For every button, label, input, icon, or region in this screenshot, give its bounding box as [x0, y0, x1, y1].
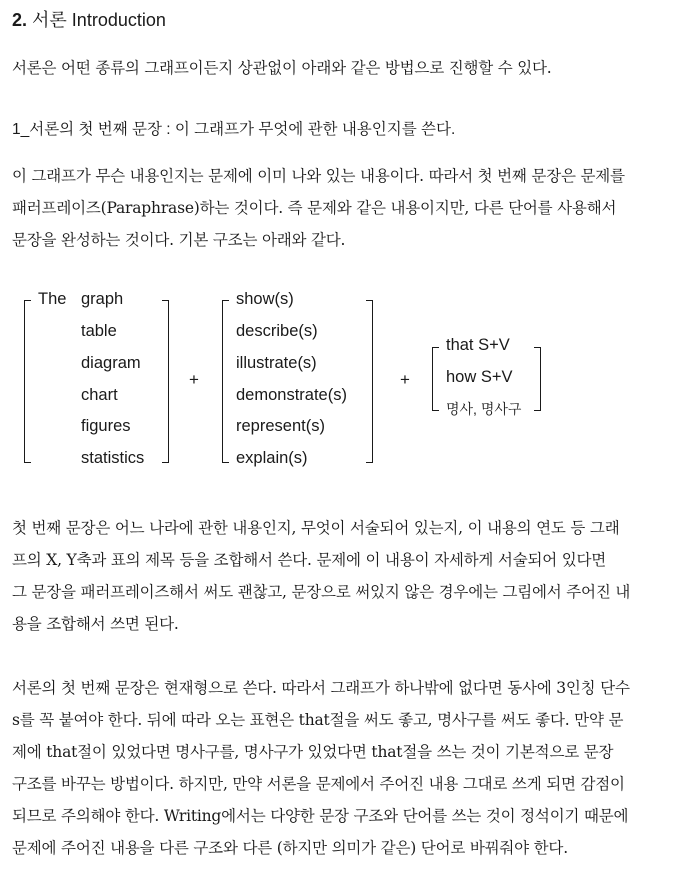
section-heading	[12, 6, 166, 32]
paragraph-line: 이 그래프가 무슨 내용인지는 문제에 이미 나와 있는 내용이다. 따라서 첫 번째 문장은 문제를	[12, 167, 625, 185]
verb-option: represent(s)	[236, 417, 325, 435]
noun-option: diagram	[81, 354, 141, 372]
section-number: 2.	[12, 10, 28, 30]
paragraph-line: 서론의 첫 번째 문장은 현재형으로 쓴다. 따라서 그래프가 하나밖에 없다면 동사에 3인칭 단수	[12, 679, 630, 697]
paragraph-line: 프의 X, Y축과 표의 제목 등을 조합해서 쓴다. 문제에 이 내용이 자세하게 서술되어 있다면	[12, 551, 607, 569]
object-option: 명사, 명사구	[446, 401, 522, 417]
paragraph-line: 용을 조합해서 쓰면 된다.	[12, 615, 179, 633]
paragraph-line: 문장을 완성하는 것이다. 기본 구조는 아래와 같다.	[12, 231, 346, 249]
left-bracket	[222, 300, 229, 463]
object-option: how S+V	[446, 368, 513, 386]
verb-option: explain(s)	[236, 449, 308, 467]
paragraph-line: 패러프레이즈(Paraphrase)하는 것이다. 즉 문제와 같은 내용이지만, 다른 단어를 사용해서	[12, 199, 617, 217]
verb-option: demonstrate(s)	[236, 386, 347, 404]
right-bracket	[366, 300, 373, 463]
verb-option: show(s)	[236, 290, 294, 308]
object-option: that S+V	[446, 336, 510, 354]
left-bracket	[24, 300, 31, 463]
plus-sign: +	[189, 370, 199, 389]
paragraph-line: 되므로 주의해야 한다. Writing에서는 다양한 문장 구조와 단어를 쓰는 것이 정석이기 때문에	[12, 807, 629, 825]
right-bracket	[162, 300, 169, 463]
verb-option: describe(s)	[236, 322, 318, 340]
verb-option: illustrate(s)	[236, 354, 317, 372]
paragraph-line: 첫 번째 문장은 어느 나라에 관한 내용인지, 무엇이 서술되어 있는지, 이 내용의 연도 등 그래	[12, 519, 620, 537]
paragraph-line: 구조를 바꾸는 방법이다. 하지만, 만약 서론을 문제에서 주어진 내용 그대로 쓰게 되면 감점이	[12, 775, 625, 793]
paragraph-line: 그 문장을 패러프레이즈해서 써도 괜찮고, 문장으로 써있지 않은 경우에는 그림에서 주어진 내	[12, 583, 631, 601]
noun-option: table	[81, 322, 117, 340]
paragraph-line: 제에 that절이 있었다면 명사구를, 명사구가 있었다면 that절을 쓰는 것이 기본적으로 문장	[12, 743, 614, 761]
left-bracket	[432, 347, 439, 411]
intro-text: 서론은 어떤 종류의 그래프이든지 상관없이 아래와 같은 방법으로 진행할 수 있다.	[12, 59, 552, 77]
paragraph-line: 문제에 주어진 내용을 다른 구조와 다른 (하지만 의미가 같은) 단어로 바꿔줘야 한다.	[12, 839, 568, 857]
subject-prefix: The	[38, 290, 67, 308]
paragraph-line: s를 꼭 붙여야 한다. 뒤에 따라 오는 표현은 that절을 써도 좋고, 명사구를 써도 좋다. 만약 문	[12, 711, 624, 729]
subheading: 1_서론의 첫 번째 문장 : 이 그래프가 무엇에 관한 내용인지를 쓴다.	[12, 121, 456, 138]
plus-sign: +	[400, 370, 410, 389]
noun-option: chart	[81, 386, 118, 404]
noun-option: figures	[81, 417, 131, 435]
section-title: 서론 Introduction	[32, 10, 166, 30]
right-bracket	[534, 347, 541, 411]
noun-option: graph	[81, 290, 124, 308]
noun-option: statistics	[81, 449, 145, 467]
